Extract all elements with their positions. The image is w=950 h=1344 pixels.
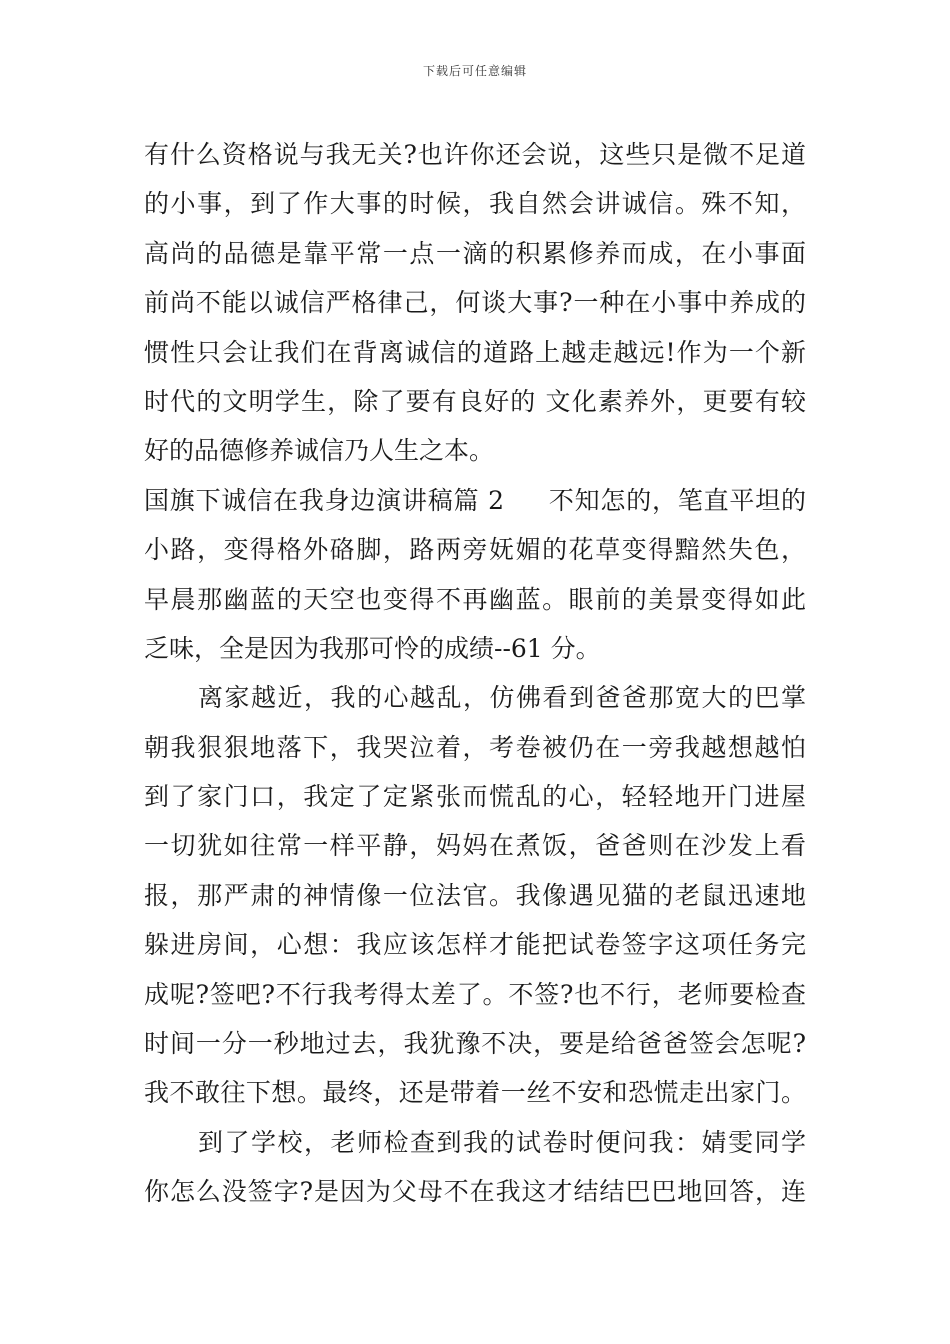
text-line: 时间一分一秒地过去，我犹豫不决，要是给爸爸签会怎呢? (144, 1029, 806, 1059)
text-line: 前尚不能以诚信严格律己，何谈大事?一种在小事中养成的 (144, 288, 806, 318)
text-line: 有什么资格说与我无关?也许你还会说，这些只是微不足道 (144, 140, 806, 169)
page-header: 下载后可任意编辑 (422, 64, 527, 78)
text-line: 离家越近，我的心越乱，仿佛看到爸爸那宽大的巴掌 (198, 683, 806, 713)
text-line: 到了家门口，我定了定紧张而慌乱的心，轻轻地开门进屋 (144, 782, 806, 812)
document-body (144, 130, 806, 1217)
text-line: 早晨那幽蓝的天空也变得不再幽蓝。眼前的美景变得如此 (144, 584, 806, 614)
section-title: 国旗下诚信在我身边演讲稿篇 2 (144, 485, 505, 515)
text-line: 好的品德修养诚信乃人生之本。 (144, 436, 495, 466)
text-line: 成呢?签吧?不行我考得太差了。不签?也不行，老师要检查 (144, 979, 806, 1009)
text-line: 你怎么没签字?是因为父母不在我这才结结巴巴地回答，连 (144, 1177, 806, 1207)
text-line: 时代的文明学生，除了要有良好的 文化素养外，更要有较 (144, 386, 806, 416)
section-title-line (144, 476, 806, 525)
text-line: 一切犹如往常一样平静，妈妈在煮饭，爸爸则在沙发上看 (144, 831, 806, 861)
text-line: 乏味，全是因为我那可怜的成绩--61 分。 (144, 633, 601, 663)
text-line: 高尚的品德是靠平常一点一滴的积累修养而成，在小事面 (144, 238, 806, 268)
text-line: 到了学校，老师检查到我的试卷时便问我：婧雯同学 (198, 1127, 806, 1157)
text-line-start: 不知怎的，笔直平坦的 (548, 485, 806, 515)
text-line: 我不敢往下想。最终，还是带着一丝不安和恐慌走出家门。 (144, 1078, 806, 1108)
text-line: 惯性只会让我们在背离诚信的道路上越走越远!作为一个新 (144, 337, 806, 367)
text-line: 躲进房间，心想：我应该怎样才能把试卷签字这项任务完 (144, 930, 806, 960)
text-line: 朝我狠狠地落下，我哭泣着，考卷被仍在一旁我越想越怕 (144, 732, 806, 762)
text-line: 的小事，到了作大事的时候，我自然会讲诚信。殊不知， (144, 189, 806, 219)
text-line: 小路，变得格外硌脚，路两旁妩媚的花草变得黯然失色， (144, 535, 806, 565)
text-line: 报，那严肃的神情像一位法官。我像遇见猫的老鼠迅速地 (144, 880, 806, 910)
